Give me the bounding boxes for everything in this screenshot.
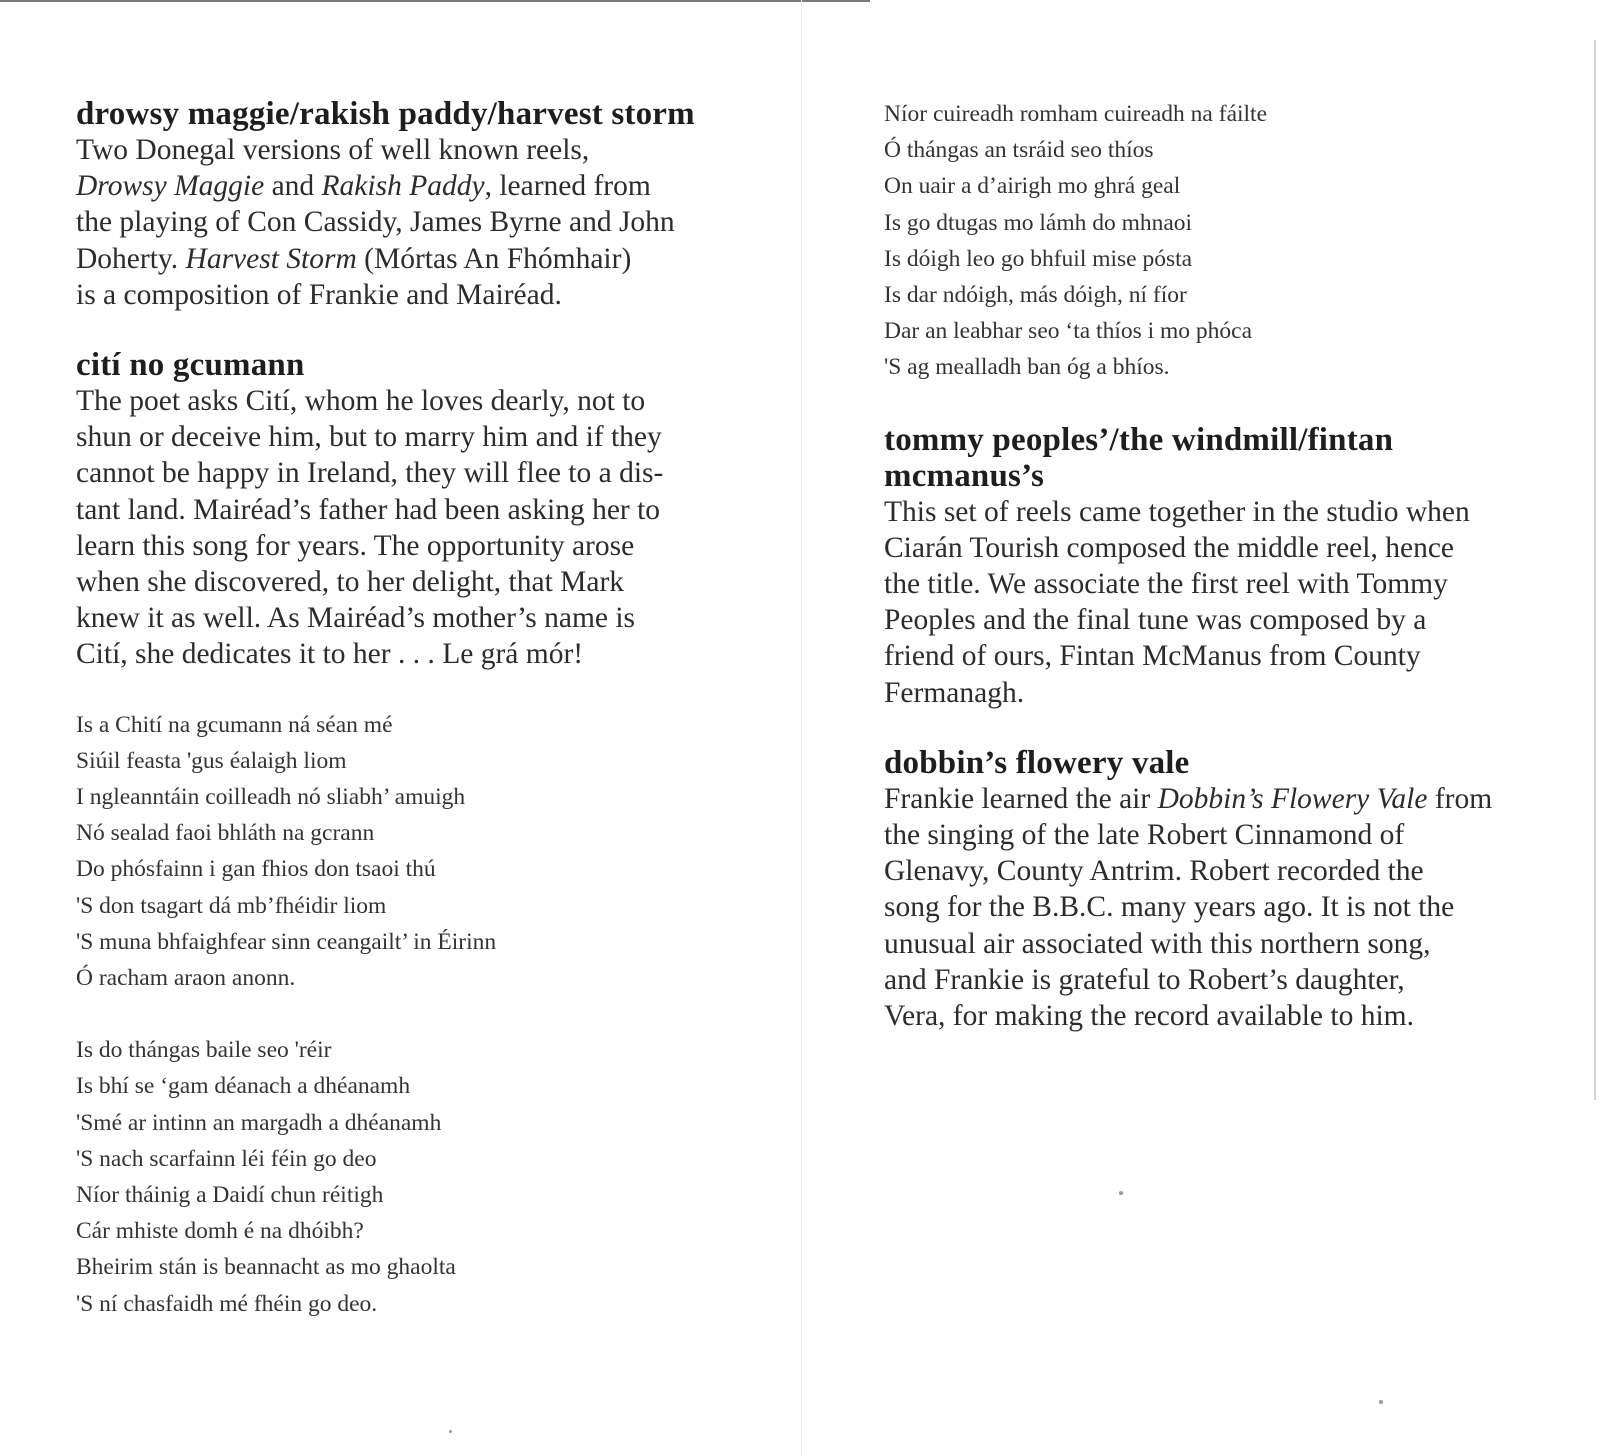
section-title: dobbin’s flowery vale <box>884 744 1190 781</box>
lyric-line: Nó sealad faoi bhláth na gcrann <box>76 820 375 847</box>
italic-title: Harvest Storm <box>185 242 357 275</box>
lyric-line: 'S nach scarfainn léi féin go deo <box>76 1145 377 1172</box>
lyric-line: 'S ag mealladh ban óg a bhíos. <box>884 354 1170 381</box>
lyrics-stanza <box>884 96 1600 386</box>
italic-title: Rakish Paddy <box>321 170 485 203</box>
text-line: The poet asks Cití, whom he loves dearly, not to <box>76 385 646 418</box>
lyric-line: On uair a d’airigh mo ghrá geal <box>884 173 1181 200</box>
lyric-line: 'Smé ar intinn an margadh a dhéanamh <box>76 1109 442 1136</box>
lyric-line: Ó thángas an tsráid seo thíos <box>884 137 1154 164</box>
text-line: learn this song for years. The opportunity arose <box>76 529 635 562</box>
text-line: Peoples and the final tune was composed by a <box>884 604 1427 637</box>
lyric-line: Siúil feasta 'gus éalaigh liom <box>76 747 347 774</box>
text-line: Doherty. Harvest Storm (Mórtas An Fhómhair) <box>76 242 632 275</box>
section-dobbins-flowery-vale <box>884 745 1600 1034</box>
section-tommy-peoples <box>884 422 1600 711</box>
lyrics-block <box>76 707 798 1322</box>
section-body <box>76 383 798 673</box>
text-line: This set of reels came together in the studio when <box>884 495 1470 528</box>
lyric-line: Níor cuireadh romham cuireadh na fáilte <box>884 101 1268 127</box>
italic-title: Dobbin’s Flowery Vale <box>1157 782 1428 815</box>
section-drowsy-maggie <box>76 96 798 313</box>
top-border-line <box>0 0 870 2</box>
text-line: Two Donegal versions of well known reels, <box>76 134 590 166</box>
lyric-line: Níor tháinig a Daidí chun réitigh <box>76 1182 384 1209</box>
text-line: shun or deceive him, but to marry him and if they <box>76 421 662 454</box>
section-title <box>884 422 1600 494</box>
text-line: the singing of the late Robert Cinnamond of <box>884 819 1405 852</box>
text-line: tant land. Mairéad’s father had been asking her to <box>76 493 661 526</box>
text-line: song for the B.B.C. many years ago. It is not the <box>884 891 1455 924</box>
print-speck <box>449 1430 452 1433</box>
lyric-line: 'S don tsagart dá mb’fhéidir liom <box>76 892 387 919</box>
section-title: cití no gcumann <box>76 347 305 384</box>
text-line: Cití, she dedicates it to her . . . Le grá mór! <box>76 638 584 671</box>
text-line: Fermanagh. <box>884 676 1025 709</box>
text-line: Vera, for making the record available to him. <box>884 1000 1414 1033</box>
lyrics-block <box>884 96 1600 386</box>
lyrics-stanza <box>76 707 798 997</box>
lyric-line: Do phósfainn i gan fhios don tsaoi thú <box>76 856 436 883</box>
print-speck <box>1119 1191 1123 1195</box>
lyric-line: Is do thángas baile seo 'réir <box>76 1037 332 1064</box>
text-line: the playing of Con Cassidy, James Byrne and John <box>76 206 675 239</box>
lyric-line: Bheirim stán is beannacht as mo ghaolta <box>76 1254 456 1281</box>
lyric-line: Ó racham araon anonn. <box>76 965 296 992</box>
lyrics-stanza <box>76 1032 798 1322</box>
section-title: drowsy maggie/rakish paddy/harvest storm <box>76 96 695 132</box>
section-body <box>76 132 798 313</box>
lyric-line: Is dar ndóigh, más dóigh, ní fíor <box>884 282 1187 309</box>
text-line: Glenavy, County Antrim. Robert recorded the <box>884 855 1424 888</box>
text-line: when she discovered, to her delight, that Mark <box>76 566 625 599</box>
section-body <box>884 781 1600 1034</box>
text-line: and Frankie is grateful to Robert’s daughter, <box>884 963 1405 996</box>
section-citi-no-gcumann <box>76 347 798 673</box>
print-speck <box>1379 1400 1383 1404</box>
text-line: knew it as well. As Mairéad’s mother’s name is <box>76 602 636 635</box>
text-line: friend of ours, Fintan McManus from County <box>884 640 1421 673</box>
lyric-line: Is a Chití na gcumann ná séan mé <box>76 711 393 738</box>
lyric-line: I ngleanntáin coilleadh nó sliabh’ amuigh <box>76 784 466 811</box>
section-body <box>884 494 1600 711</box>
section-title-line: mcmanus’s <box>884 457 1045 494</box>
lyric-line: Is dóigh leo go bhfuil mise pósta <box>884 245 1193 272</box>
lyric-line: Cár mhiste domh é na dhóibh? <box>76 1218 364 1245</box>
text-line: Drowsy Maggie and Rakish Paddy, learned from <box>76 170 651 203</box>
left-column <box>76 96 798 1358</box>
page-fold-line <box>801 0 802 1456</box>
text-line: Ciarán Tourish composed the middle reel, hence <box>884 531 1455 564</box>
italic-title: Drowsy Maggie <box>76 170 265 203</box>
right-column <box>884 96 1600 1068</box>
text-line: the title. We associate the first reel with Tommy <box>884 568 1448 601</box>
lyric-line: 'S ní chasfaidh mé fhéin go deo. <box>76 1290 378 1317</box>
text-line: cannot be happy in Ireland, they will flee to a dis- <box>76 457 664 490</box>
lyric-line: Is go dtugas mo lámh do mhnaoi <box>884 209 1193 236</box>
text-line: Frankie learned the air Dobbin’s Flowery Vale from <box>884 782 1493 815</box>
section-title-line: tommy peoples’/the windmill/fintan <box>884 421 1394 458</box>
lyric-line: Is bhí se ‘gam déanach a dhéanamh <box>76 1073 411 1100</box>
text-line: unusual air associated with this northern song, <box>884 927 1431 960</box>
text-line: is a composition of Frankie and Mairéad. <box>76 278 562 311</box>
lyric-line: 'S muna bhfaighfear sinn ceangailt’ in Éirinn <box>76 928 497 955</box>
lyric-line: Dar an leabhar seo ‘ta thíos i mo phóca <box>884 318 1253 345</box>
